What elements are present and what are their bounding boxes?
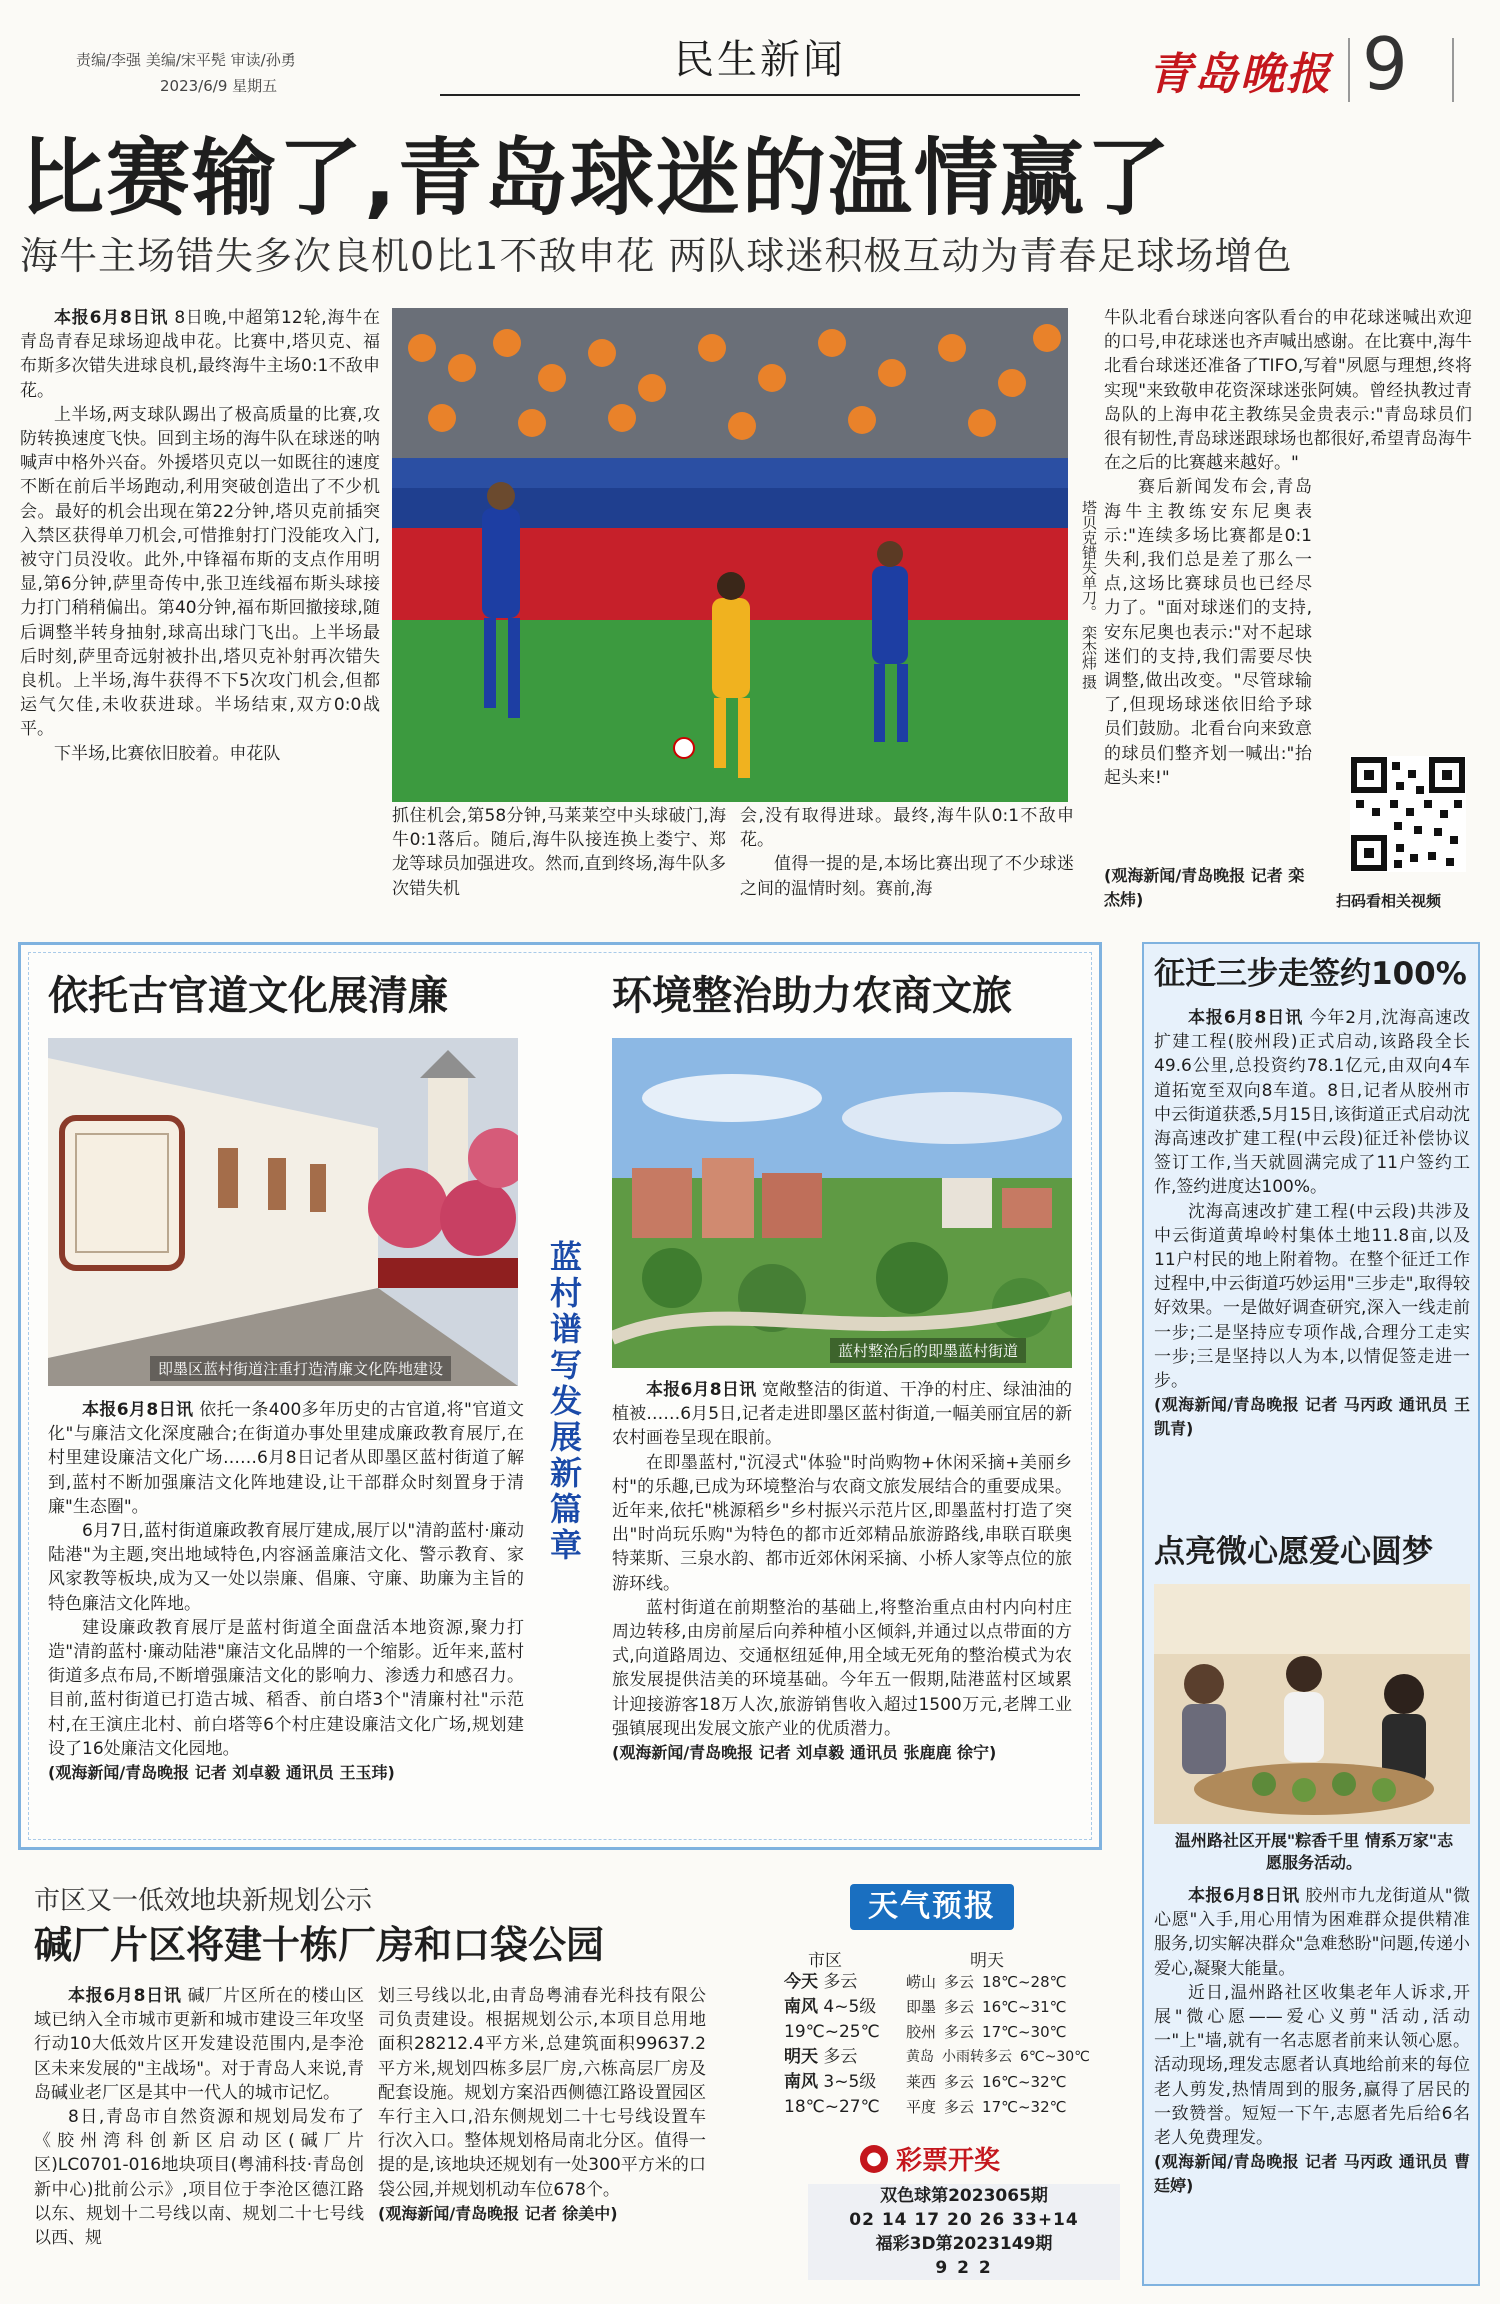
paragraph: 本报6月8日讯 宽敞整洁的街道、干净的村庄、绿油油的植被……6月5日,记者走进即墨区蓝村街道,一幅美丽宜居的新农村画卷呈现在眼前。: [612, 1380, 1073, 1449]
feature-right-body: [612, 1378, 1072, 1765]
qr-code[interactable]: [1350, 756, 1466, 872]
feature-vertical-title: 蓝村谱写发展新篇章: [545, 1240, 583, 1564]
issue-date: 2023/6/9 星期五: [160, 77, 278, 95]
feature-right-photo: [612, 1038, 1072, 1368]
paragraph: 牛队北看台球迷向客队看台的申花球迷喊出欢迎的口号,申花球迷也齐声喊出感谢。在比赛中,海牛北看台球迷还准备了TIFO,写着"夙愿与理想,终将实现"来致敬申花资深球迷张阿姨。曾经执教过青岛队的上海申花主教练吴金贵表示:"青岛球员们很有韧性,青岛球迷跟球场也都很好,希望青岛海牛在之后的比赛越来越好。": [1104, 308, 1472, 474]
bottom-kicker: 市区又一低效地块新规划公示: [34, 1886, 373, 1916]
paragraph: 本报6月8日讯 胶州市九龙街道从"微心愿"入手,用心用情为困难群众提供精准服务,切实解决群众"急难愁盼"问题,传递小爱心,凝聚大能量。: [1154, 1886, 1470, 1979]
paragraph: 本报6月8日讯 8日晚,中超第12轮,海牛在青岛青春足球场迎战申花。比赛中,塔贝克、福布斯多次错失进球良机,最终海牛主场0:1不敌申花。: [20, 308, 380, 401]
district-row: 平度 多云 17℃~32℃: [906, 2098, 1067, 2116]
side2-credit: (观海新闻/青岛晚报 记者 马丙政 通讯员 曹廷婷): [1154, 2152, 1470, 2196]
paragraph: 6月7日,蓝村街道廉政教育展厅建成,展厅以"清韵蓝村·廉动陆港"为主题,突出地域特色,内容涵盖廉洁文化、警示教育、家风家教等板块,成为又一处以崇廉、倡廉、守廉、助廉为主旨的特色廉洁文化阵地。: [48, 1521, 524, 1614]
qr-code-icon: [1350, 756, 1466, 872]
fc3d-numbers: 9 2 2: [935, 2258, 993, 2278]
feature-right-credit: (观海新闻/青岛晚报 记者 刘卓毅 通讯员 张鹿鹿 徐宁): [612, 1743, 997, 1763]
weather-row: 19℃~25℃: [784, 2022, 880, 2042]
staff-credits: 责编/李强 美编/宋平髡 审读/孙勇: [76, 51, 296, 69]
feature-left-photo: [48, 1038, 518, 1386]
football-match-illustration: [392, 308, 1068, 802]
feature-left-photo-caption: 即墨区蓝村街道注重打造清廉文化阵地建设: [150, 1356, 451, 1381]
page-number: 9: [1362, 22, 1408, 106]
weather-title: 天气预报: [850, 1884, 1014, 1930]
side2-photo: [1154, 1584, 1470, 1824]
side2-body: [1154, 1884, 1470, 2198]
lottery-icon: ●: [860, 2145, 888, 2173]
paragraph: 赛后新闻发布会,青岛海牛主教练安东尼奥表示:"连续多场比赛都是0:1失利,我们总是差了那么一点,这场比赛球员也已经尽力了。"面对球迷们的支持,安东尼奥也表示:"对不起球迷们的支持,我们需要尽快调整,做出改变。"尽管球输了,但现场球迷依旧给予球员们鼓励。北看台向来致意的球员们整齐划一喊出:"抬起头来!": [1104, 477, 1312, 788]
paragraph: 本报6月8日讯 碱厂片区所在的楼山区域已纳入全市城市更新和城市建设三年攻坚行动10大低效片区开发建设范围内,是李沧区未来发展的"主战场"。对于青岛人来说,青岛碱业老厂区是其中一代人的城市记忆。: [34, 1986, 364, 2103]
feature-right-photo-caption: 蓝村整治后的即墨蓝村街道: [830, 1338, 1026, 1363]
paragraph: 沈海高速改扩建工程(中云段)共涉及中云街道黄埠岭村集体土地11.8亩,以及11户村民的地上附着物。在整个征迁工作过程中,中云街道巧妙运用"三步走",取得较好效果。一是做好调查研究,深入一线走前一步;二是坚持应专项作战,合理分工走实一步;三是坚持以人为本,以情促签走进一步。: [1154, 1201, 1470, 1392]
ssq-numbers: 02 14 17 20 26 33+14: [849, 2210, 1079, 2230]
lottery-header: [860, 2140, 1000, 2177]
bottom-column-2: [378, 1984, 706, 2226]
side2-photo-caption: 温州路社区开展"粽香千里 情系万家"志愿服务活动。: [1174, 1831, 1454, 1872]
paragraph: 在即墨蓝村,"沉浸式"体验"时尚购物+休闲采摘+美丽乡村"的乐趣,已成为环境整治与农商文旅发展结合的重要成果。近年来,依托"桃源稻乡"乡村振兴示范片区,即墨蓝村打造了突出"时尚玩乐购"为特色的都市近郊精品旅游路线,串联百联奥特莱斯、三泉水韵、都市近郊休闲采摘、小桥人家等点位的旅游环线。: [612, 1452, 1072, 1594]
lead-subhead: 海牛主场错失多次良机0比1不敌申花 两队球迷积极互动为青春足球场增色: [20, 234, 1293, 278]
lead-credit: (观海新闻/青岛晚报 记者 栾杰炜): [1104, 866, 1305, 909]
feature-left-title: 依托古官道文化展清廉: [48, 973, 448, 1019]
lottery-results: [808, 2184, 1120, 2280]
paragraph: 抓住机会,第58分钟,马莱莱空中头球破门,海牛0:1落后。随后,海牛队接连换上娄宁、郑龙等球员加强进攻。然而,直到终场,海牛队多次错失机: [392, 806, 726, 899]
weather-row: 明天 多云: [784, 2047, 858, 2067]
paragraph: 会,没有取得进球。最终,海牛队0:1不敌申花。: [740, 806, 1074, 851]
district-row: 黄岛 小雨转多云 6℃~30℃: [906, 2049, 1090, 2065]
paragraph: 上半场,两支球队踢出了极高质量的比赛,攻防转换速度飞快。回到主场的海牛队在球迷的呐喊声中格外兴奋。外援塔贝克以一如既往的速度不断在前后半场跑动,利用突破创造出了不少机会。最好的机会出现在第22分钟,塔贝克前插突入禁区获得单刀机会,可惜推射打门没能攻入门,被守门员没收。此外,中锋福布斯的支点作用明显,第6分钟,萨里奇传中,张卫连线福布斯头球接力打门稍稍偏出。第40分钟,福布斯回撤接球,随后调整半转身抽射,球高出球门飞出。上半场最后时刻,萨里奇远射被扑出,塔贝克补射再次错失良机。上半场,海牛获得不下5次攻门机会,但都运气欠佳,未收获进球。半场结束,双方0:0战平。: [20, 404, 380, 740]
lead-column-2: [392, 804, 726, 901]
weather-row: 南风 4~5级: [784, 1997, 877, 2017]
lead-column-4: [1104, 306, 1472, 790]
weather-district-table: [906, 1970, 1132, 2120]
weather-row: 今天 多云: [784, 1972, 858, 1992]
ssq-label: 双色球第2023065期: [880, 2186, 1048, 2206]
district-row: 胶州 多云 17℃~30℃: [906, 2023, 1067, 2041]
paragraph: 本报6月8日讯 依托一条400多年历史的古官道,将"官道文化"与廉洁文化深度融合;在街道办事处里建成廉政教育展厅,在村里建设廉洁文化广场……6月8日记者从即墨区蓝村街道了解到,蓝村不断加强廉洁文化阵地建设,让干部群众时刻置身于清廉"生态圈"。: [48, 1400, 525, 1517]
bottom-credit: (观海新闻/青岛晚报 记者 徐美中): [378, 2203, 618, 2223]
lead-column-3: [740, 804, 1074, 901]
paragraph: 近日,温州路社区收集老年人诉求,开展"微心愿——爱心义剪"活动,活动一"上"墙,就有一名志愿者前来认领心愿。活动现场,理发志愿者认真地给前来的每位老人剪发,热情周到的服务,赢得了居民的一致赞誉。短短一下午,志愿者先后给6名老人免费理发。: [1154, 1982, 1470, 2149]
feature-left-body: [48, 1398, 524, 1785]
match-photo-caption: 塔贝克错失单刀。 栾杰炜 摄: [1080, 500, 1098, 690]
district-row: 莱西 多云 16℃~32℃: [906, 2073, 1067, 2091]
paragraph: 建设廉政教育展厅是蓝村街道全面盘活本地资源,聚力打造"清韵蓝村·廉动陆港"廉洁文化品牌的一个缩影。近年来,蓝村街道多点布局,不断增强廉洁文化的影响力、渗透力和感召力。目前,蓝村街道已打造古城、稻香、前白塔3个"清廉村社"示范村,在王演庄北村、前白塔等6个村庄建设廉洁文化广场,规划建设了16处廉洁文化园地。: [48, 1617, 524, 1759]
bottom-column-1: [34, 1984, 364, 2250]
feature-left-credit: (观海新闻/青岛晚报 记者 刘卓毅 通讯员 王玉玮): [48, 1763, 395, 1783]
logo-divider-2: [1452, 38, 1454, 102]
village-aerial-illustration: [612, 1038, 1072, 1368]
logo-divider: [1348, 38, 1350, 102]
match-photo: [392, 308, 1068, 802]
district-row: 崂山 多云 18℃~28℃: [906, 1973, 1067, 1991]
paragraph: 值得一提的是,本场比赛出现了不少球迷之间的温情时刻。赛前,海: [740, 854, 1074, 899]
paragraph: 划三号线以北,由青岛粤浦春光科技有限公司负责建设。根据规划公示,本项目总用地面积28212.4平方米,总建筑面积99637.2平方米,规划四栋多层厂房,六栋高层厂房及配套设施。规划方案沿西侧德江路设置园区车行主入口,沿东侧规划二十七号线设置车行次入口。整体规划格局南北分区。值得一提的是,该地块还规划有一处300平方米的口袋公园,并规划机动车位678个。: [378, 1986, 706, 2200]
fc3d-label: 福彩3D第2023149期: [875, 2234, 1053, 2254]
feature-right-title: 环境整治助力农商文旅: [612, 973, 1012, 1019]
lottery-title: 彩票开奖: [896, 2146, 1001, 2176]
bottom-headline: 碱厂片区将建十栋厂房和口袋公园: [34, 1923, 605, 1967]
weather-row: 南风 3~5级: [784, 2072, 877, 2092]
volunteer-activity-illustration: [1154, 1584, 1470, 1824]
section-title: 民生新闻: [674, 37, 846, 83]
qr-caption: 扫码看相关视频: [1336, 892, 1442, 910]
weather-city-label: 市区: [808, 1951, 842, 1971]
lead-headline: 比赛输了,青岛球迷的温情赢了: [20, 129, 1172, 227]
district-row: 即墨 多云 16℃~31℃: [906, 1998, 1067, 2016]
culture-wall-illustration: [48, 1038, 518, 1386]
paragraph: 蓝村街道在前期整治的基础上,将整治重点由村内向村庄周边转移,由房前屋后向养种植小区倾斜,并通过以点带面的方式,向道路周边、交通枢纽延伸,用全域无死角的整治模式为农旅发展提供洁美的环境基础。今年五一假期,陆港蓝村区域累计迎接游客18万人次,旅游销售收入超过1500万元,老牌工业强镇展现出发展文旅产业的优质潜力。: [612, 1597, 1072, 1739]
side1-title: 征迁三步走签约100%: [1154, 956, 1467, 992]
side2-title: 点亮微心愿爱心圆梦: [1154, 1534, 1433, 1570]
section-rule: [440, 94, 1080, 96]
paragraph: 下半场,比赛依旧胶着。申花队: [54, 743, 281, 764]
masthead: [0, 0, 1500, 130]
weather-tomorrow-label: 明天: [970, 1951, 1004, 1971]
side1-body: [1154, 1006, 1470, 1441]
side1-credit: (观海新闻/青岛晚报 记者 马丙政 通讯员 王凯青): [1154, 1395, 1470, 1439]
weather-row: 18℃~27℃: [784, 2097, 880, 2117]
paragraph: 本报6月8日讯 今年2月,沈海高速改扩建工程(胶州段)正式启动,该路段全长49.6公里,总投资约78.1亿元,由双向4车道拓宽至双向8车道。8日,记者从胶州市中云街道获悉,5月15日,该街道正式启动沈海高速改扩建工程(中云段)征迁补偿协议签订工作,当天就圆满完成了11户签约工作,签约进度达100%。: [1154, 1008, 1470, 1198]
lead-column-1: [20, 306, 380, 766]
paper-logo: 青岛晚报: [1148, 49, 1332, 100]
paragraph: 8日,青岛市自然资源和规划局发布了《胶州湾科创新区启动区(碱厂片区)LC0701-016地块项目(粤浦科技·青岛创新中心)批前公示》,项目位于李沧区德江路以东、规划十二号线以南、规划二十七号线以西、规: [34, 2107, 364, 2249]
